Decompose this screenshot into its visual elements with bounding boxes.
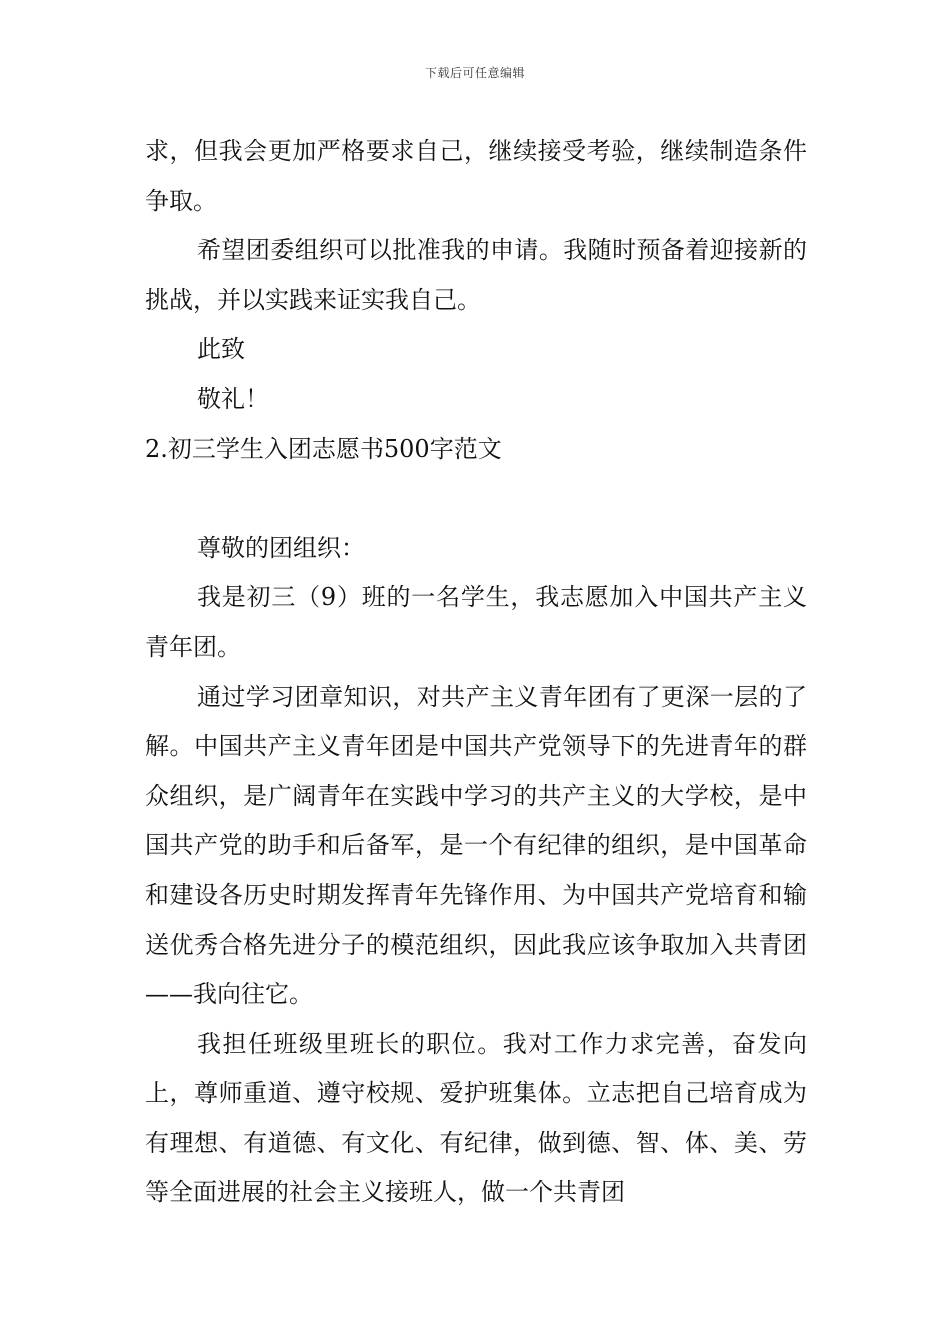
blank-line	[145, 474, 807, 524]
paragraph-intro: 我是初三（9）班的一名学生，我志愿加入中国共产主义青年团。	[145, 583, 807, 661]
paragraph-hope: 希望团委组织可以批准我的申请。我随时预备着迎接新的挑战，并以实践来证实我自己。	[145, 236, 807, 314]
paragraph-understanding: 通过学习团章知识，对共产主义青年团有了更深一层的了解。中国共产主义青年团是中国共产党领导下的先进青年的群众组织，是广阔青年在实践中学习的共产主义的大学校，是中国共产党的助手和后备军，是一个有纪律的组织，是中国革命和建设各历史时期发挥青年先锋作用、为中国共产党培育和输送优秀合格先进分子的模范组织，因此我应该争取加入共青团——我向往它。	[145, 682, 807, 1009]
document-body	[145, 127, 807, 1218]
paragraph-continuation: 求，但我会更加严格要求自己，继续接受考验，继续制造条件争取。	[145, 137, 807, 215]
closing-salute: 敬礼！	[197, 384, 269, 413]
closing-regards: 此致	[197, 335, 245, 364]
section-heading: 2.初三学生入团志愿书500字范文	[145, 434, 502, 463]
paragraph-role: 我担任班级里班长的职位。我对工作力求完善，奋发向上，尊师重道、遵守校规、爱护班集体。立志把自己培育成为有理想、有道德、有文化、有纪律，做到德、智、体、美、劳等全面进展的社会主义接班人，做一个共青团	[145, 1029, 807, 1207]
header-note: 下载后可任意编辑	[424, 66, 525, 80]
salutation: 尊敬的团组织：	[197, 533, 365, 562]
